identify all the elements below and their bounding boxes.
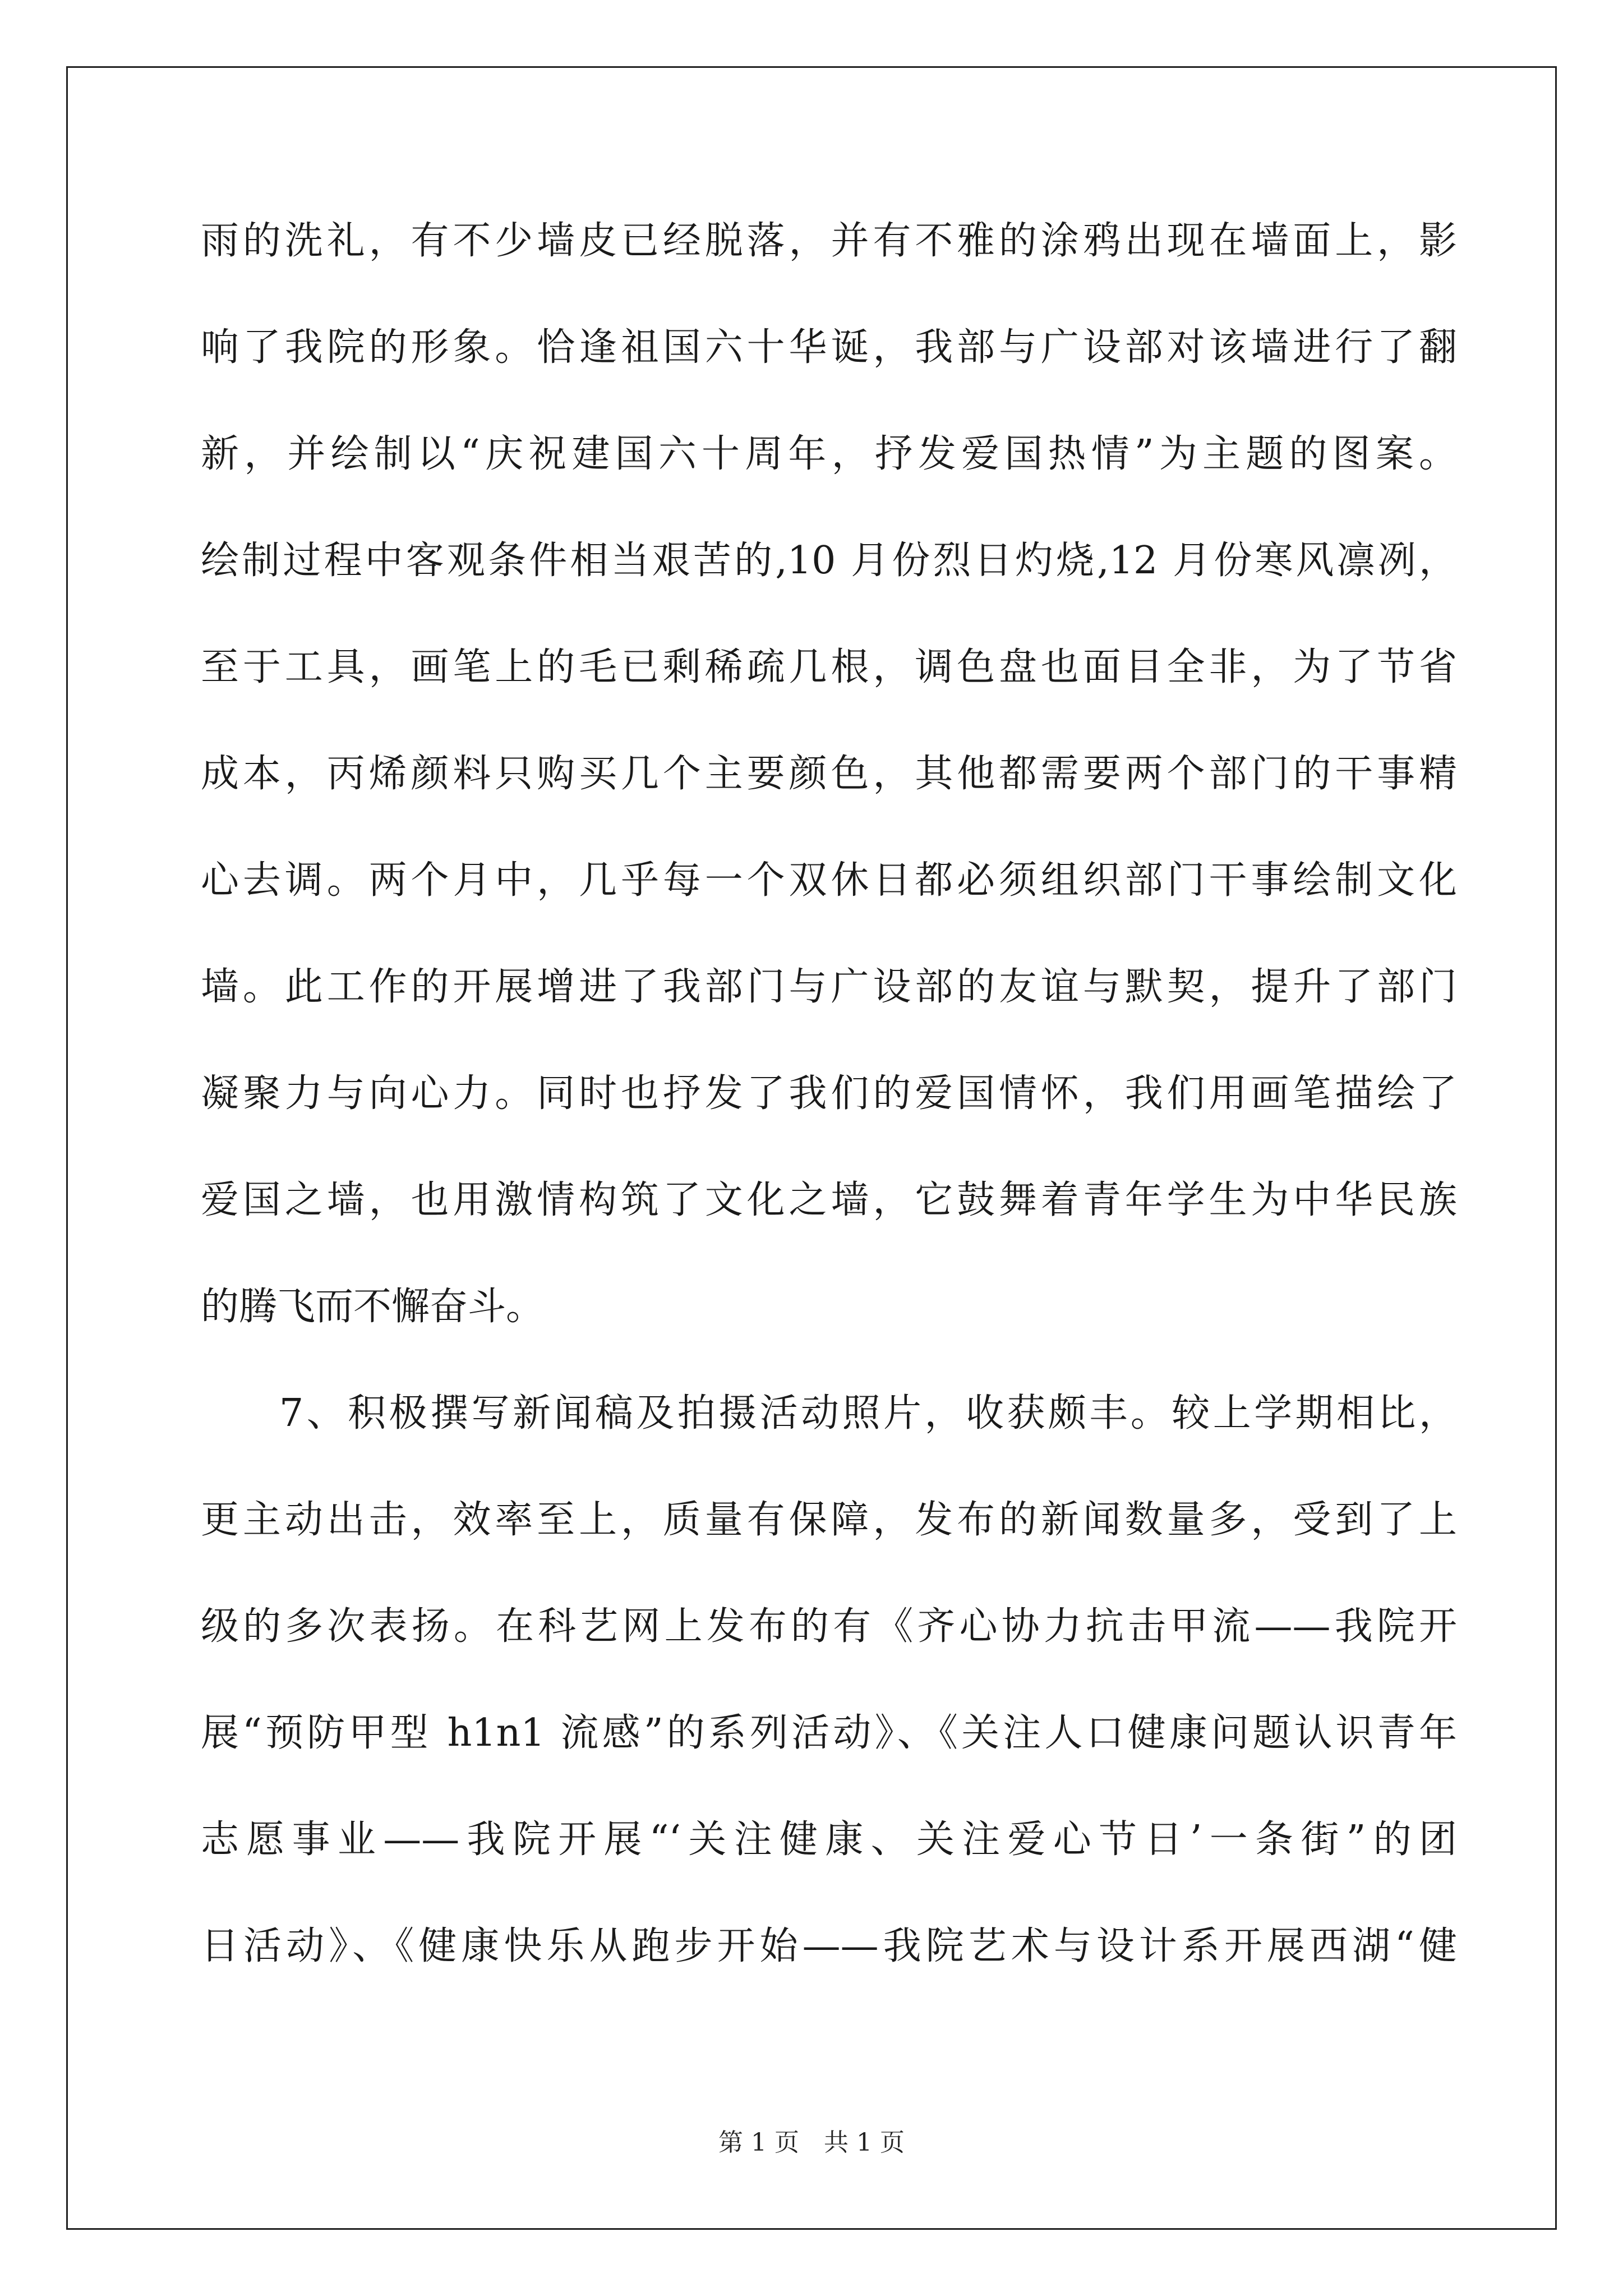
text-line: 雨的洗礼，有不少墙皮已经脱落，并有不雅的涂鸦出现在墙面上，影 — [201, 219, 1457, 263]
text-line: 成本，丙烯颜料只购买几个主要颜色，其他都需要两个部门的干事精 — [201, 752, 1457, 796]
text-line: 日活动》、《健康快乐从跑步开始——我院艺术与设计系开展西湖“健 — [201, 1924, 1457, 1968]
text-line: 绘制过程中客观条件相当艰苦的,10 月份烈日灼烧,12 月份寒风凛冽， — [201, 539, 1457, 583]
text-line: 7、积极撰写新闻稿及拍摄活动照片，收获颇丰。较上学期相比， — [279, 1391, 1457, 1435]
text-line: 志愿事业——我院开展“‘关注健康、关注爱心节日’一条街”的团 — [201, 1818, 1457, 1862]
page-number-footer: 第 1 页 共 1 页 — [718, 2128, 905, 2157]
text-line: 响了我院的形象。恰逢祖国六十华诞，我部与广设部对该墙进行了翻 — [201, 325, 1457, 370]
text-line: 新，并绘制以“庆祝建国六十周年，抒发爱国热情”为主题的图案。 — [201, 432, 1457, 476]
text-line: 展“预防甲型 h1n1 流感”的系列活动》、《关注人口健康问题认识青年 — [201, 1711, 1457, 1755]
text-line: 心去调。两个月中，几乎每一个双休日都必须组织部门干事绘制文化 — [201, 858, 1457, 903]
text-line: 更主动出击，效率至上，质量有保障，发布的新闻数量多，受到了上 — [201, 1498, 1457, 1542]
text-line: 至于工具，画笔上的毛已剩稀疏几根，调色盘也面目全非，为了节省 — [201, 645, 1457, 689]
page-border — [66, 66, 1557, 2230]
text-line: 的腾飞而不懈奋斗。 — [201, 1285, 545, 1329]
text-line: 凝聚力与向心力。同时也抒发了我们的爱国情怀，我们用画笔描绘了 — [201, 1071, 1457, 1116]
text-line: 爱国之墙，也用激情构筑了文化之墙，它鼓舞着青年学生为中华民族 — [201, 1178, 1457, 1222]
text-line: 墙。此工作的开展增进了我部门与广设部的友谊与默契，提升了部门 — [201, 965, 1457, 1009]
text-line: 级的多次表扬。在科艺网上发布的有《齐心协力抗击甲流——我院开 — [201, 1604, 1457, 1649]
